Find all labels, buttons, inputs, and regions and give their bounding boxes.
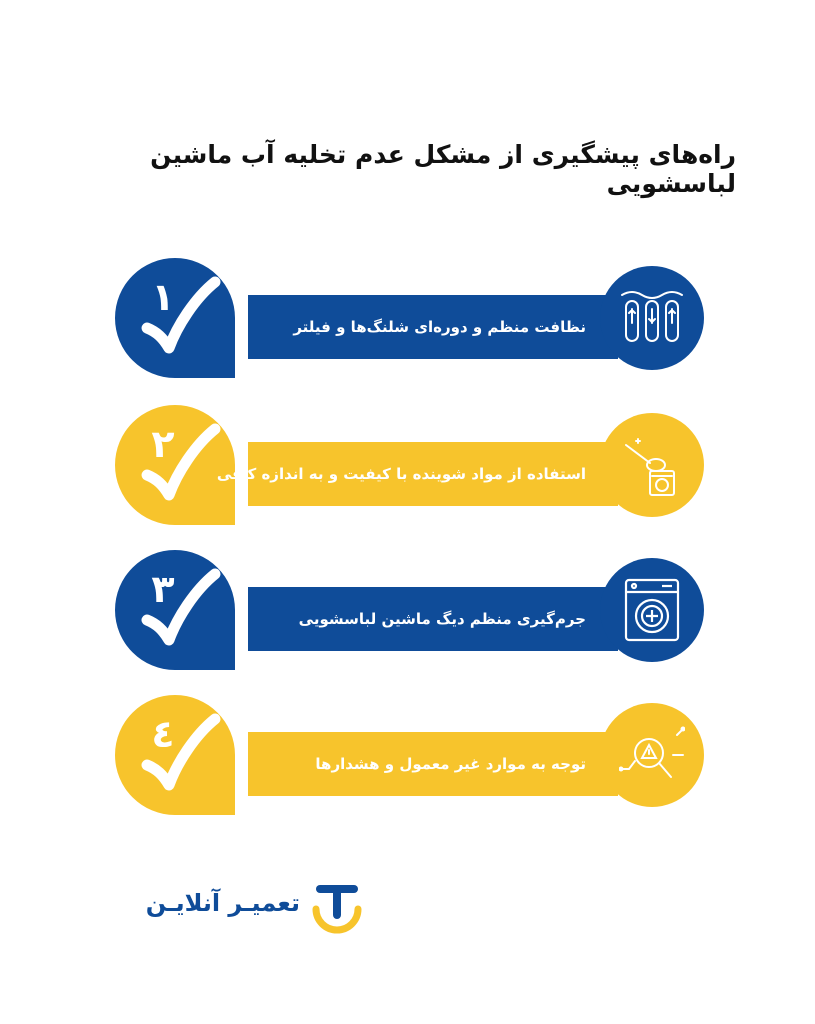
step-4-icon-circle xyxy=(600,703,704,807)
step-1-number: ١ xyxy=(151,275,175,319)
step-1 xyxy=(0,258,815,378)
step-2-number: ٢ xyxy=(151,422,175,466)
step-3 xyxy=(0,550,815,670)
step-1-badge xyxy=(115,258,235,378)
step-3-number: ٣ xyxy=(151,567,175,611)
detergent-scoop-icon xyxy=(620,433,684,497)
step-4 xyxy=(0,695,815,815)
step-2 xyxy=(0,405,815,525)
step-1-icon-circle xyxy=(600,266,704,370)
step-3-icon-circle xyxy=(600,558,704,662)
step-4-bar xyxy=(248,732,618,796)
step-1-text: نظافت منظم و دوره‌ای شلنگ‌ها و فیلتر xyxy=(293,318,586,336)
brand-logo xyxy=(140,875,370,937)
warning-magnifier-icon xyxy=(619,725,685,785)
step-2-bar xyxy=(216,442,618,506)
step-3-text: جرم‌گیری منظم دیگ ماشین لباسشویی xyxy=(298,610,586,628)
logo-mark-icon xyxy=(306,875,368,937)
step-3-bar xyxy=(248,587,618,651)
step-4-badge xyxy=(115,695,235,815)
logo-text: تعمیـر آنلایـن xyxy=(145,889,300,917)
step-2-text: استفاده از مواد شوینده با کیفیت و به اندازه کافی xyxy=(216,465,586,483)
washing-machine-icon xyxy=(622,578,682,642)
step-4-number: ٤ xyxy=(151,712,175,756)
step-2-icon-circle xyxy=(600,413,704,517)
page-title: راه‌های پیشگیری از مشکل عدم تخلیه آب ماشین لباسشویی xyxy=(150,140,736,198)
step-4-text: توجه به موارد غیر معمول و هشدارها xyxy=(315,755,586,773)
filter-cartridges-icon xyxy=(620,289,684,347)
step-1-bar xyxy=(248,295,618,359)
step-3-badge xyxy=(115,550,235,670)
